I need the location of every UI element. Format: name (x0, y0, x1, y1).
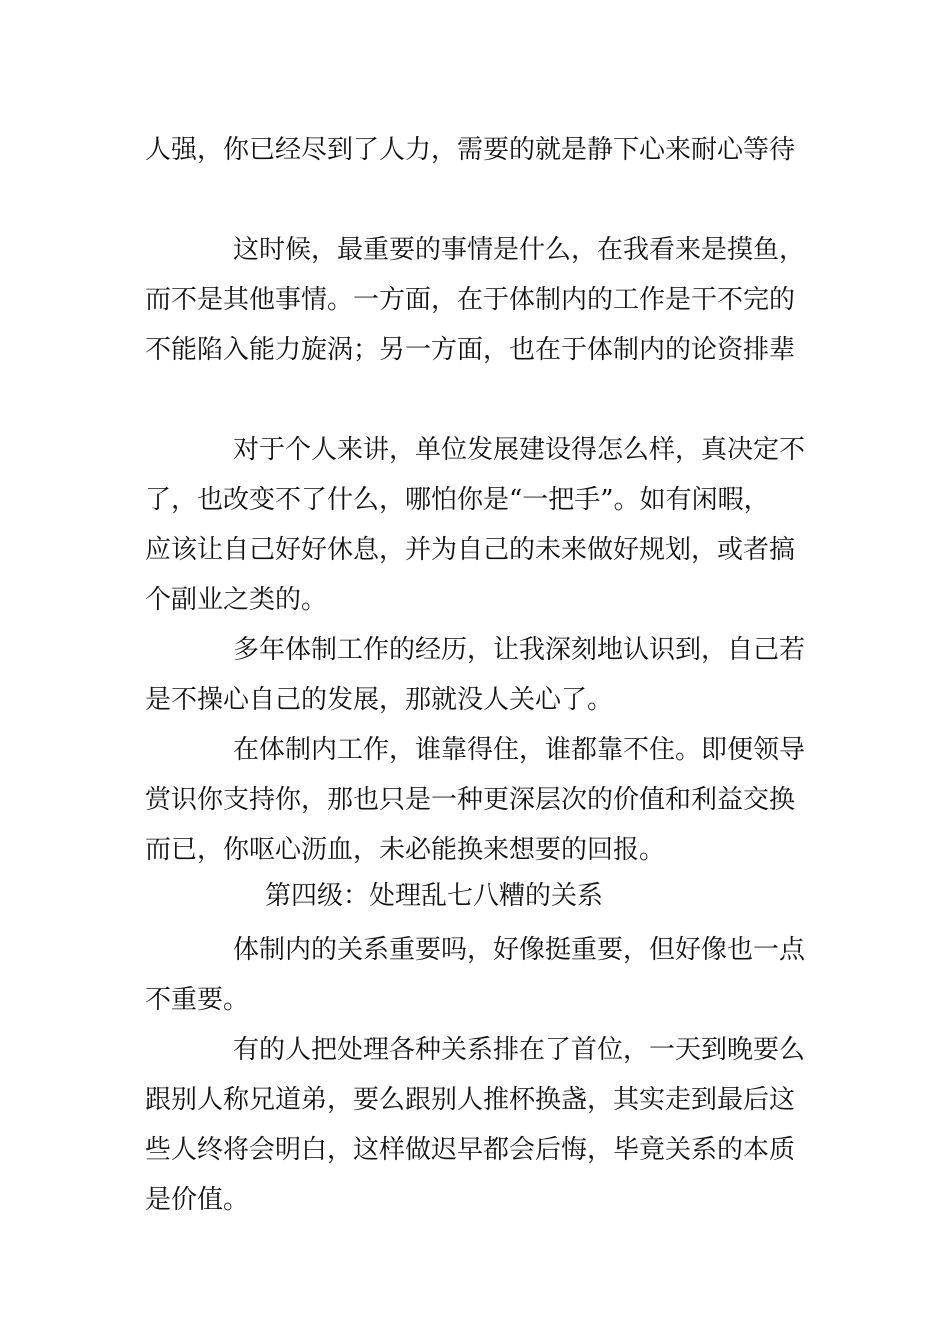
text-line: 有的人把处理各种关系排在了首位，一天到晚要么 (233, 1035, 806, 1065)
text-line: 而已，你呕心沥血，未必能换来想要的回报。 (145, 835, 666, 865)
text-line: 对于个人来讲，单位发展建设得怎么样，真决定不 (233, 435, 806, 465)
text-line: 而不是其他事情。一方面，在于体制内的工作是干不完的 (145, 285, 796, 315)
text-line: 不重要。 (145, 985, 250, 1015)
section-heading: 第四级：处理乱七八糟的关系 (265, 881, 604, 911)
text-line: 这时候，最重要的事情是什么，在我看来是摸鱼， (233, 235, 806, 265)
text-line: 个副业之类的。 (145, 585, 328, 615)
text-line: 些人终将会明白，这样做迟早都会后悔，毕竟关系的本质 (145, 1135, 796, 1165)
text-line: 跟别人称兄道弟，要么跟别人推杯换盏，其实走到最后这 (145, 1085, 796, 1115)
text-line: 赏识你支持你，那也只是一种更深层次的价值和利益交换 (145, 785, 796, 815)
text-line: 人强，你已经尽到了人力，需要的就是静下心来耐心等待 (145, 135, 796, 165)
text-line: 不能陷入能力旋涡；另一方面，也在于体制内的论资排辈 (145, 335, 796, 365)
text-line: 了，也改变不了什么，哪怕你是“一把手”。如有闲暇， (145, 485, 770, 515)
text-line: 多年体制工作的经历，让我深刻地认识到，自己若 (233, 635, 806, 665)
text-line: 在体制内工作，谁靠得住，谁都靠不住。即便领导 (233, 735, 806, 765)
text-line: 应该让自己好好休息，并为自己的未来做好规划，或者搞 (145, 535, 796, 565)
text-line: 是价值。 (145, 1185, 250, 1215)
text-line: 体制内的关系重要吗，好像挺重要，但好像也一点 (233, 935, 806, 965)
text-line: 是不操心自己的发展，那就没人关心了。 (145, 685, 614, 715)
